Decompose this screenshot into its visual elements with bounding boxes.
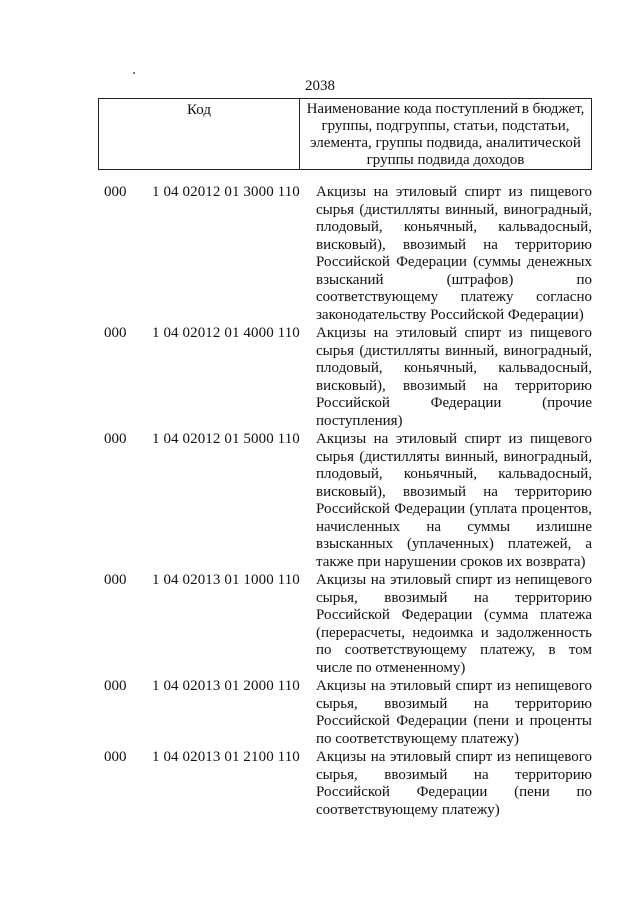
admin-code: 000: [104, 678, 127, 694]
table-row: [98, 431, 592, 571]
table-row: [98, 572, 592, 677]
header-name-cell: Наименование кода поступлений в бюджет, группы, подгруппы, статьи, подстатьи, элемента, группы подвида, аналитической группы подвида доходов: [306, 101, 585, 168]
budget-code: 1 04 02012 01 4000 110: [152, 325, 300, 341]
code-description: Акцизы на этиловый спирт из пищевого сырья (дистилляты винный, виноградный, плодовый, коньячный, кальвадосный, висковый), ввозимый на территорию Российской Федерации (прочие поступления): [316, 325, 592, 429]
budget-code: 1 04 02013 01 2100 110: [152, 749, 300, 765]
scan-speck: [133, 72, 135, 74]
budget-code: 1 04 02013 01 1000 110: [152, 572, 300, 588]
table-row: [98, 184, 592, 324]
admin-code: 000: [104, 749, 127, 765]
code-description: Акцизы на этиловый спирт из непищевого сырья, ввозимый на территорию Российской Федерации (сумма платежа (перерасчеты, недоимка и задолженность по соответствующему платежу, в том числе по отмененному): [316, 572, 592, 676]
admin-code: 000: [104, 325, 127, 341]
budget-code: 1 04 02013 01 2000 110: [152, 678, 300, 694]
budget-code: 1 04 02012 01 3000 110: [152, 184, 300, 200]
table-body: [98, 184, 592, 820]
admin-code: 000: [104, 572, 127, 588]
code-description: Акцизы на этиловый спирт из непищевого сырья, ввозимый на территорию Российской Федерации (пени и проценты по соответствующему платежу): [316, 678, 592, 747]
table-header: [98, 98, 592, 170]
table-row: [98, 678, 592, 748]
budget-code: 1 04 02012 01 5000 110: [152, 431, 300, 447]
code-description: Акцизы на этиловый спирт из пищевого сырья (дистилляты винный, виноградный, плодовый, коньячный, кальвадосный, висковый), ввозимый на территорию Российской Федерации (суммы денежных взысканий (штрафов) по соответствующему платежу согласно законодательству Российской Федерации): [316, 184, 592, 323]
table-row: [98, 749, 592, 819]
table-row: [98, 325, 592, 430]
header-code-cell: Код: [99, 99, 300, 169]
page-number: 2038: [305, 78, 335, 94]
code-description: Акцизы на этиловый спирт из пищевого сырья (дистилляты винный, виноградный, плодовый, коньячный, кальвадосный, висковый), ввозимый на территорию Российской Федерации (уплата процентов, начисленных на суммы излишне взысканных (уплаченных) платежей, а также при нарушении сроков их возврата): [316, 431, 592, 570]
admin-code: 000: [104, 184, 127, 200]
admin-code: 000: [104, 431, 127, 447]
code-description: Акцизы на этиловый спирт из непищевого сырья, ввозимый на территорию Российской Федерации (пени по соответствующему платежу): [316, 749, 592, 818]
